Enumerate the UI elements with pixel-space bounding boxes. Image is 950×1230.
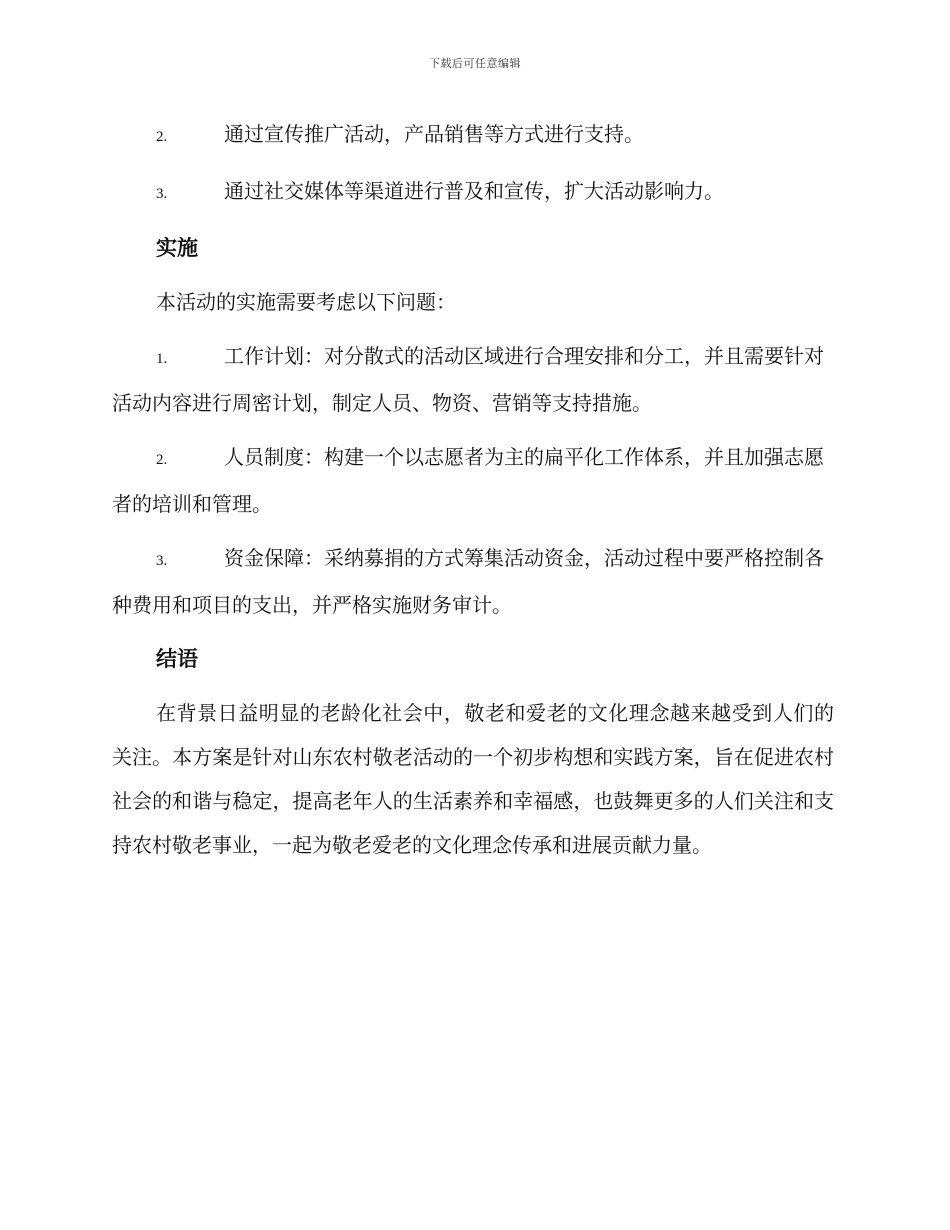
list-item (112, 435, 834, 526)
list-text: 通过社交媒体等渠道进行普及和宣传，扩大活动影响力。 (224, 179, 724, 203)
list-text: 通过宣传推广活动，产品销售等方式进行支持。 (224, 122, 644, 146)
list-text: 人员制度：构建一个以志愿者为主的扁平化工作体系，并且加强志愿者的培训和管理。 (112, 445, 824, 516)
section-title-conclusion: 结语 (156, 647, 198, 671)
list-item (112, 112, 834, 159)
section-title-implementation: 实施 (156, 236, 198, 260)
list-number: 1. (156, 351, 168, 367)
list-number: 3. (156, 186, 168, 202)
list-number: 3. (156, 553, 168, 569)
header-note: 下载后可任意编辑 (429, 57, 521, 70)
list-number: 2. (156, 129, 168, 145)
conclusion-paragraph: 在背景日益明显的老龄化社会中，敬老和爱老的文化理念越来越受到人们的关注。本方案是针对山东农村敬老活动的一个初步构想和实践方案，旨在促进农村社会的和谐与稳定，提高老年人的生活素养和幸福感，也鼓舞更多的人们关注和支持农村敬老事业，一起为敬老爱老的文化理念传承和进展贡献力量。 (112, 701, 834, 857)
list-number: 2. (156, 452, 168, 468)
document-body (112, 112, 834, 877)
list-text: 工作计划：对分散式的活动区域进行合理安排和分工，并且需要针对活动内容进行周密计划，制定人员、物资、营销等支持措施。 (112, 344, 824, 415)
list-item (112, 536, 834, 627)
implementation-intro: 本活动的实施需要考虑以下问题： (156, 290, 456, 314)
list-item (112, 334, 834, 425)
list-item (112, 169, 834, 216)
list-text: 资金保障：采纳募捐的方式筹集活动资金，活动过程中要严格控制各种费用和项目的支出，并严格实施财务审计。 (112, 546, 824, 617)
